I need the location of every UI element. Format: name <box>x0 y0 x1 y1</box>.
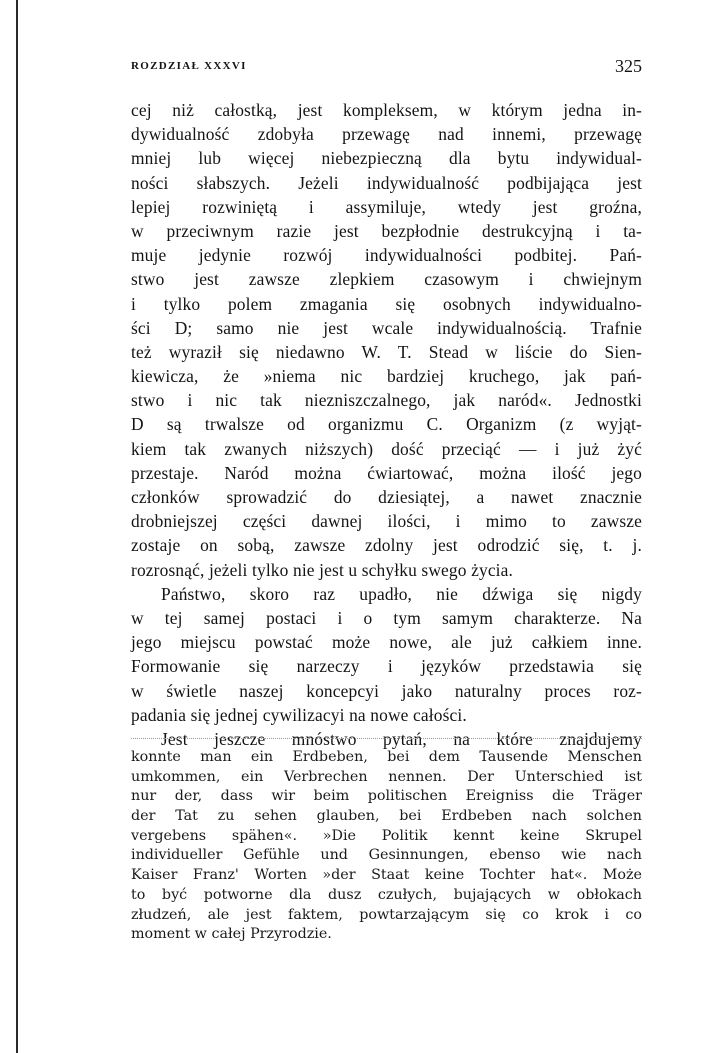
text-line: stwo i nic tak niezniszczalnego, jak naród«. Jednostki <box>131 390 642 411</box>
text-line: kiem tak zwanych niższych) dość przeciąć — i już żyć <box>131 438 642 459</box>
footnote-separator <box>131 738 642 739</box>
text-line: padania się jednej cywilizacyi na nowe całości. <box>131 704 467 725</box>
text-line: w świetle naszej koncepcyi jako naturalny proces roz- <box>131 680 642 701</box>
text-line: Państwo, skoro raz upadło, nie dźwiga się nigdy <box>161 583 642 604</box>
main-text <box>131 98 642 751</box>
footnote-line: złudzeń, ale jest faktem, powtarzającym się co krok i co <box>131 906 642 923</box>
text-line: jego miejscu powstać może nowe, ale już całkiem inne. <box>131 632 642 653</box>
text-line: lepiej rozwiniętą i assymiluje, wtedy jest groźna, <box>131 196 642 217</box>
text-line: i tylko polem zmagania się osobnych indywidualno- <box>131 293 642 314</box>
text-line: stwo jest zawsze zlepkiem czasowym i chwiejnym <box>131 269 642 290</box>
text-line: w przeciwnym razie jest bezpłodnie destrukcyjną i ta- <box>131 220 642 241</box>
text-line: ności słabszych. Jeżeli indywidualność podbijająca jest <box>131 172 642 193</box>
footnote-line: vergebens spähen«. »Die Politik kennt keine Skrupel <box>131 827 642 844</box>
page-binding-edge <box>16 0 18 1053</box>
page-number: 325 <box>615 56 642 76</box>
text-line: przestaje. Naród można ćwiartować, można ilość jego <box>131 462 642 483</box>
footnote-line: nur der, dass wir beim politischen Ereigniss die Träger <box>131 788 642 805</box>
text-line: drobniejszej części dawnej ilości, i mimo to zawsze <box>131 511 642 532</box>
footnote <box>131 748 642 945</box>
text-line: zostaje on sobą, zawsze zdolny jest odrodzić się, t. j. <box>131 535 642 556</box>
footnote-line: moment w całej Przyrodzie. <box>131 926 332 943</box>
text-line: mniej lub więcej niebezpieczną dla bytu indywidual- <box>131 148 642 169</box>
running-head <box>131 56 642 80</box>
text-line: członków sprowadzić do dziesiątej, a nawet znacznie <box>131 487 642 507</box>
footnote-line: Kaiser Franz' Worten »der Staat keine Tochter hat«. Może <box>131 867 642 884</box>
footnote-line: to być potworne dla dusz czułych, bujających w obłokach <box>131 886 642 903</box>
text-line: dywidualność zdobyła przewagę nad innemi, przewagę <box>131 124 642 145</box>
text-line: ści D; samo nie jest wcale indywidualnością. Trafnie <box>131 317 642 338</box>
chapter-title: ROZDZIAŁ XXXVI <box>131 60 247 72</box>
text-line: rozrosnąć, jeżeli tylko nie jest u schyłku swego życia. <box>131 559 514 580</box>
text-line: kiewicza, że »niema nic bardziej kruchego, jak pań- <box>131 366 642 387</box>
text-line: Formowanie się narzeczy i języków przedstawia się <box>131 656 642 677</box>
footnote-line: umkommen, ein Verbrechen nennen. Der Unterschied ist <box>131 768 642 785</box>
footnote-line: individueller Gefühle und Gesinnungen, ebenso wie nach <box>131 847 642 864</box>
footnote-line: konnte man ein Erdbeben, bei dem Tausende Menschen <box>131 749 642 765</box>
footnote-line: der Tat zu sehen glauben, bei Erdbeben nach solchen <box>131 808 642 825</box>
text-line: muje jedynie rozwój indywidualności podbitej. Pań- <box>131 245 642 266</box>
text-line: też wyraził się niedawno W. T. Stead w liście do Sien- <box>131 341 642 362</box>
text-line: D są trwalsze od organizmu C. Organizm (z wyjąt- <box>131 414 642 435</box>
text-line: w tej samej postaci i o tym samym charakterze. Na <box>131 607 642 628</box>
text-line: Jest jeszcze mnóstwo pytań, na które znajdujemy <box>161 728 642 749</box>
text-line: cej niż całostką, jest kompleksem, w którym jedna in- <box>131 100 642 120</box>
